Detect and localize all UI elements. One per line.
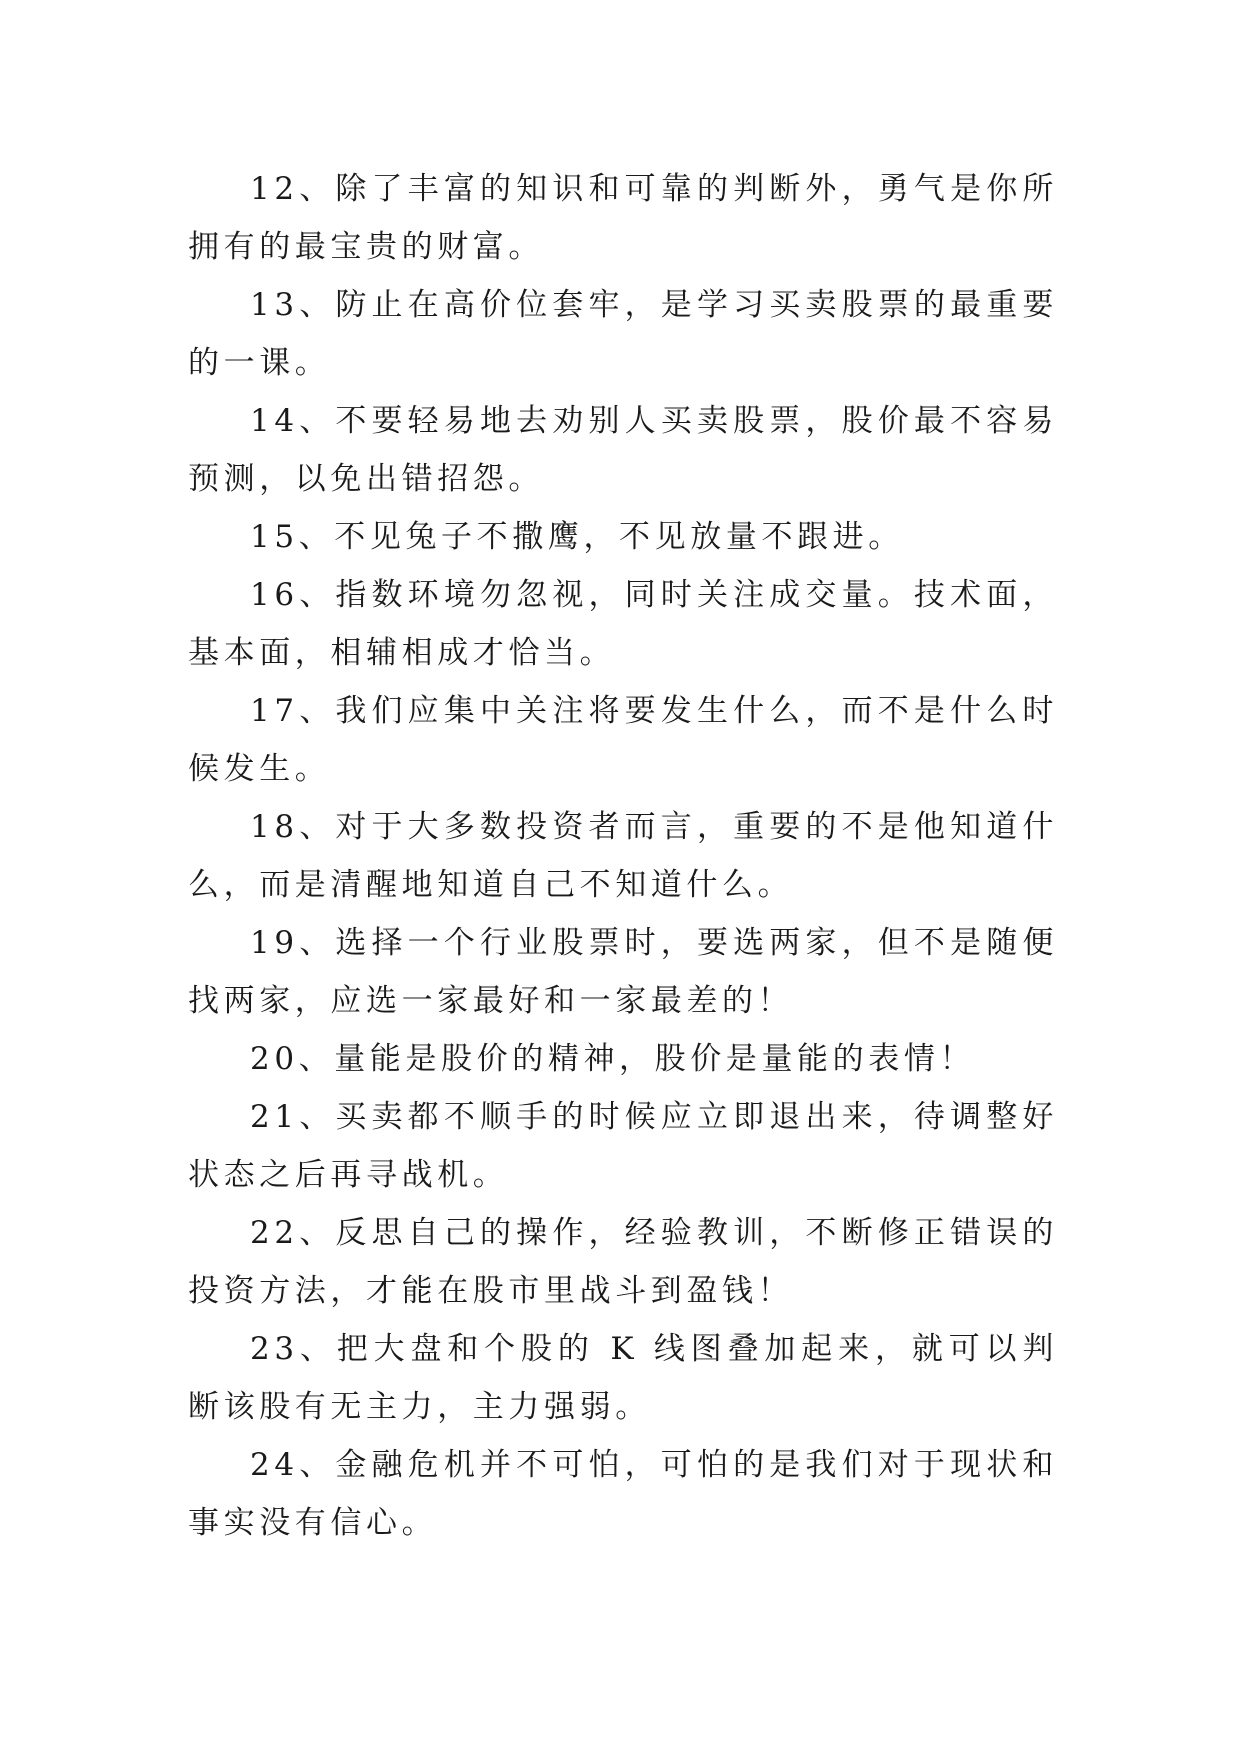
paragraph-15: 15、不见兔子不撒鹰，不见放量不跟进。	[250, 519, 904, 555]
paragraph-18: 18、对于大多数投资者而言，重要的不是他知道什么，而是清醒地知道自己不知道什么。	[188, 809, 1058, 903]
paragraph-22: 22、反思自己的操作，经验教训，不断修正错误的投资方法，才能在股市里战斗到盈钱！	[188, 1215, 1058, 1309]
paragraph-19: 19、选择一个行业股票时，要选两家，但不是随便找两家，应选一家最好和一家最差的！	[188, 925, 1058, 1019]
paragraph-23: 23、把大盘和个股的 K 线图叠加起来，就可以判断该股有无主力，主力强弱。	[188, 1331, 1058, 1425]
paragraph-13: 13、防止在高价位套牢，是学习买卖股票的最重要的一课。	[188, 287, 1058, 381]
document-body	[188, 160, 1058, 1552]
paragraph-24: 24、金融危机并不可怕，可怕的是我们对于现状和事实没有信心。	[188, 1447, 1058, 1541]
paragraph-20: 20、量能是股价的精神，股价是量能的表情！	[250, 1041, 976, 1077]
paragraph-21: 21、买卖都不顺手的时候应立即退出来，待调整好状态之后再寻战机。	[188, 1099, 1058, 1193]
paragraph-17: 17、我们应集中关注将要发生什么，而不是什么时候发生。	[188, 693, 1058, 787]
paragraph-16: 16、指数环境勿忽视，同时关注成交量。技术面，基本面，相辅相成才恰当。	[188, 577, 1058, 671]
paragraph-14: 14、不要轻易地去劝别人买卖股票，股价最不容易预测，以免出错招怨。	[188, 403, 1058, 497]
paragraph-12: 12、除了丰富的知识和可靠的判断外，勇气是你所拥有的最宝贵的财富。	[188, 171, 1058, 265]
